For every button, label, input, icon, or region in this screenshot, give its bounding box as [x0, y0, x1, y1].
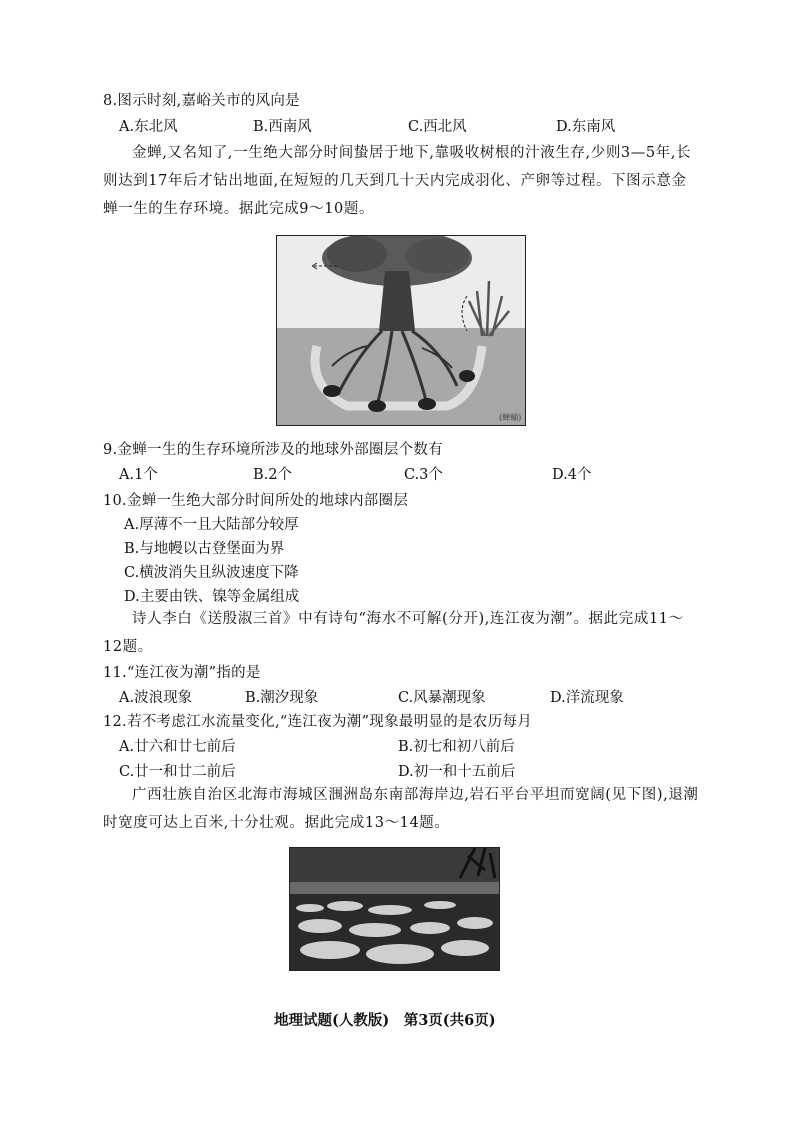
q8-stem: 8.图示时刻,嘉峪关市的风向是 [103, 93, 300, 109]
q11-stem: 11.“连江夜为潮”指的是 [103, 665, 261, 681]
q12-option-c: C.廿一和廿二前后 [119, 764, 236, 780]
rock-platform-photo [289, 847, 500, 971]
q9-option-a: A.1个 [119, 467, 158, 483]
coastal-rock-image [290, 848, 499, 970]
q12-stem: 12.若不考虑江水流量变化,“连江夜为潮”现象最明显的是农历每月 [103, 714, 533, 730]
pupa-label: (蝉蛹) [499, 413, 522, 422]
intro-cicada: 金蝉,又名知了,一生绝大部分时间蛰居于地下,靠吸收树根的汁液生存,少则3—5年,长则达到17年后才钻出地面,在短短的几天到几十天内完成羽化、产卵等过程。下图示意金蝉一生的生存环境。据此完成9～10题。 [103, 145, 692, 217]
q8-option-c: C.西北风 [408, 119, 467, 135]
q10-stem: 10.金蝉一生绝大部分时间所处的地球内部圈层 [103, 493, 409, 509]
q10-option-b: B.与地幔以古登堡面为界 [124, 541, 285, 557]
q10-option-a: A.厚薄不一且大陆部分较厚 [124, 517, 299, 533]
q8-option-b: B.西南风 [253, 119, 312, 135]
q8-option-a: A.东北风 [119, 119, 178, 135]
q11-option-a: A.波浪现象 [119, 690, 193, 706]
q11-option-c: C.风暴潮现象 [398, 690, 486, 706]
q11-option-d: D.洋流现象 [550, 690, 624, 706]
q12-option-b: B.初七和初八前后 [398, 739, 515, 755]
q12-option-d: D.初一和十五前后 [398, 764, 516, 780]
q10-option-d: D.主要由铁、镍等金属组成 [124, 589, 300, 605]
q9-stem: 9.金蝉一生的生存环境所涉及的地球外部圈层个数有 [103, 442, 444, 458]
q10-option-c: C.横波消失且纵波速度下降 [124, 565, 299, 581]
q9-option-b: B.2个 [253, 467, 292, 483]
q9-option-d: D.4个 [552, 467, 592, 483]
q11-option-b: B.潮汐现象 [245, 690, 319, 706]
cicada-figure [276, 235, 526, 426]
q8-option-d: D.东南风 [556, 119, 616, 135]
intro-poem: 诗人李白《送殷淑三首》中有诗句“海水不可解(分开),连江夜为潮”。据此完成11～12题。 [103, 611, 684, 655]
intro-weizhou: 广西壮族自治区北海市海城区涠洲岛东南部海岸边,岩石平台平坦而宽阔(见下图),退潮时宽度可达上百米,十分壮观。据此完成13～14题。 [103, 787, 699, 831]
q9-option-c: C.3个 [404, 467, 443, 483]
cicada-illustration [277, 236, 525, 425]
page-footer: 地理试题(人教版) 第3页(共6页) [274, 1012, 496, 1029]
q12-option-a: A.廿六和廿七前后 [119, 739, 236, 755]
